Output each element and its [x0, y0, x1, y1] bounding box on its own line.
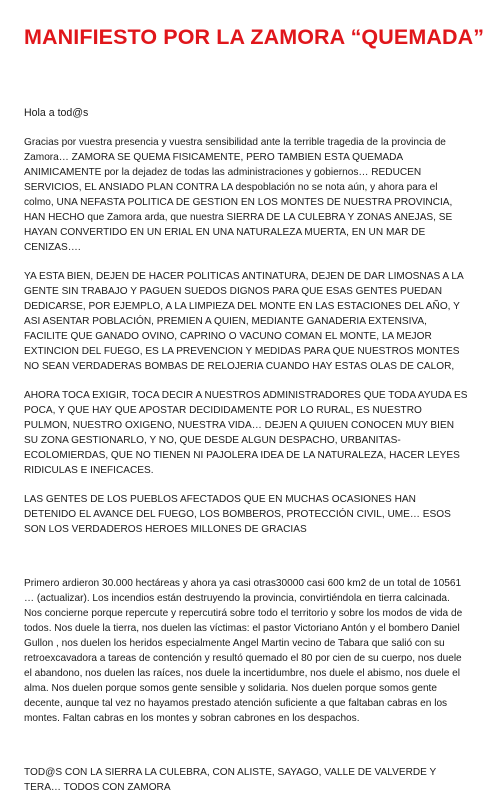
paragraph-fire-facts: Primero ardieron 30.000 hectáreas y ahora ya casi otras30000 casi 600 km2 de un total de 10561 … (actualizar). Los incendios están destruyendo la provincia, convirtiéndola en tierra calcinada. Nos concierne porque repercute y repercutirá sobre todo el territorio y sobre los modos de vida de todos. Nos duele la tierra, nos duelen las víctimas: el pastor Victoriano Antón y el bombero Daniel Gullon , nos duelen los heridos especialmente Angel Martin vecino de Tabara que salió con su retroexcavadora a tareas de contención y resultó quemado el 80 por cien de su cuerpo, nos duele el abandono, nos duelen las raíces, nos duele la incertidumbre, nos duele el abismo, nos duele el alma. Nos duelen porque somos gente sensible y solidaria. Nos duelen porque somos gente decente, aunque tal vez no hayamos prestado atención suficiente a que faltaban cabras en los montes. Faltan cabras en los montes y sobran cabrones en los despachos. — [24, 578, 463, 724]
greeting: Hola a tod@s — [24, 107, 89, 119]
paragraph-rural-support: AHORA TOCA EXIGIR, TOCA DECIR A NUESTROS ADMINISTRADORES QUE TODA AYUDA ES POCA, Y QUE HAY QUE APOSTAR DECIDIDAMENTE POR LO RURAL, ES NUESTRO PULMON, NUESTRO OXIGENO, NUESTRA VIDA… DEJEN A QUIUEN CONOCEN MUY BIEN SU ZONA GESTIONARLO, Y NO, QUE DESDE ALGUN DESPACHO, URBANITAS-ECOLOMIERDAS, QUE NO TIENEN NI PAJOLERA IDEA DE LA NATURALEZA, HACER LEYES RIDICULAS E INEFICACES. — [24, 390, 468, 476]
paragraph-demands: YA ESTA BIEN, DEJEN DE HACER POLITICAS ANTINATURA, DEJEN DE DAR LIMOSNAS A LA GENTE SIN TRABAJO Y PAGUEN SUEDOS DIGNOS PARA QUE ESAS GENTES PUEDAN DEDICARSE, POR EJEMPLO, A LA LIMPIEZA DEL MONTE EN LAS ESTACIONES DEL AÑO, Y ASI ASENTAR POBLACIÓN, PREMIEN A QUIEN, MEDIANTE GANADERIA EXTENSIVA, FACILITE QUE GANADO OVINO, CAPRINO O VACUNO COMAN EL MONTE, LA MEJOR EXTINCION DEL FUEGO, ES LA PREVENCION Y MEDIDAS PARA QUE NUESTROS MONTES NO SEAN VERDADERAS BOMBAS DE RELOJERIA CUANDO HAY ESTAS OLAS DE CALOR, — [24, 271, 464, 372]
paragraph-gratitude: Gracias por vuestra presencia y vuestra sensibilidad ante la terrible tragedia de la provincia de Zamora… ZAMORA SE QUEMA FISICAMENTE, PERO TAMBIEN ESTA QUEMADA ANIMICAMENTE por la dejadez de todas las administraciones y gobiernos… REDUCEN SERVICIOS, EL ANSIADO PLAN CONTRA LA despoblación no se nota aún, y ahora para el colmo, UNA NEFASTA POLITICA DE GESTION EN LOS MONTES DE NUESTRA PROVINCIA, HAN HECHO que Zamora arda, que nuestra SIERRA DE LA CULEBRA Y ZONAS ANEJAS, SE HAYAN CONVERTIDO EN UN ERIAL EN UNA NATURALEZA MUERTA, EN UN MAR DE CENIZAS…. — [24, 137, 453, 253]
document-title: MANIFIESTO POR LA ZAMORA “QUEMADA” — [24, 25, 485, 49]
paragraph-closing: TOD@S CON LA SIERRA LA CULEBRA, CON ALISTE, SAYAGO, VALLE DE VALVERDE Y TERA… TODOS CON ZAMORA — [24, 767, 437, 793]
paragraph-heroes: LAS GENTES DE LOS PUEBLOS AFECTADOS QUE EN MUCHAS OCASIONES HAN DETENIDO EL AVANCE DEL FUEGO, LOS BOMBEROS, PROTECCIÓN CIVIL, UME… ESOS SON LOS VERDADEROS HEROES MILLONES DE GRACIAS — [24, 494, 451, 535]
